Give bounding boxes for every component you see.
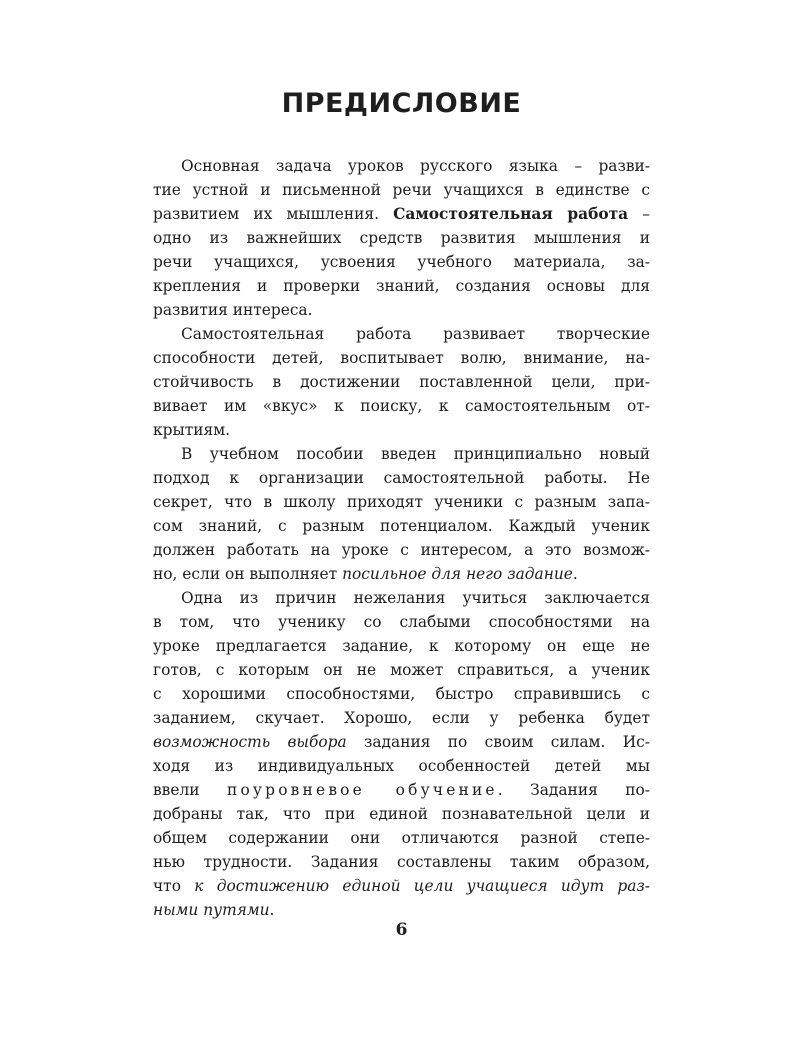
text-line [153,634,650,658]
text-segment: заданием, скучает. Хорошо, если у ребенка будет [153,709,650,727]
text-segment: одно из важнейших средств развития мышления и [153,229,650,247]
text-segment: должен работать на уроке с интересом, а это возмож- [153,541,650,559]
text-line [153,226,650,250]
text-line [153,754,650,778]
text-segment: речи учащихся, усвоения учебного материала, за- [153,253,650,271]
italic-phrase: к достижению единой цели учащиеся идут раз- [194,877,650,895]
text-line [153,850,650,874]
spaced-term: поуровневое обучение [226,781,498,799]
text-line [153,562,650,586]
text-segment: В учебном пособии введен принципиально новый [181,445,650,463]
text-segment: ходя из индивидуальных особенностей детей мы [153,757,650,775]
text-segment: развития интереса. [153,301,313,319]
text-segment: задания по своим силам. Ис- [346,733,650,751]
text-segment: . [572,565,578,583]
text-segment: в том, что ученику со слабыми способностями на [153,613,650,631]
text-line [153,778,650,802]
text-line [153,274,650,298]
text-line [153,586,650,610]
text-segment: добраны так, что при единой познавательной цели и [153,805,650,823]
text-line [153,178,650,202]
text-line [153,514,650,538]
text-segment: – [628,205,650,223]
text-segment: крытиям. [153,421,231,439]
page-title: ПРЕДИСЛОВИЕ [281,88,522,119]
text-line [153,442,650,466]
text-line [153,250,650,274]
italic-phrase: возможность выбора [153,733,347,751]
text-line [153,394,650,418]
text-line [153,682,650,706]
text-segment: что [153,877,195,895]
text-line [153,370,650,394]
text-segment: способности детей, воспитывает волю, внимание, на- [153,349,650,367]
italic-phrase: посильное для него задание [342,565,573,583]
page-number: 6 [395,920,408,940]
bold-term: Самостоятельная работа [393,205,629,223]
text-line [153,322,650,346]
text-line [153,538,650,562]
text-segment: развитием их мышления. [153,205,394,223]
text-segment: общем содержании они отличаются разной степе- [153,829,650,847]
text-line [153,826,650,850]
text-line [153,154,650,178]
text-line [153,202,650,226]
preface-body [153,154,650,922]
text-segment: Основная задача уроков русского языка – разви- [181,157,650,175]
text-segment: уроке предлагается задание, к которому он еще не [153,637,650,655]
text-line [153,610,650,634]
text-segment: но, если он выполняет [153,565,343,583]
text-segment: . Задания по- [497,781,650,799]
text-segment: крепления и проверки знаний, создания основы для [153,277,650,295]
text-segment: подход к организации самостоятельной работы. Не [153,469,650,487]
text-segment: ввели [153,781,227,799]
text-line [153,490,650,514]
text-segment: стойчивость в достижении поставленной цели, при- [153,373,650,391]
text-segment: Одна из причин нежелания учиться заключается [181,589,650,607]
text-segment: сом знаний, с разным потенциалом. Каждый ученик [153,517,650,535]
text-line [153,346,650,370]
text-line [153,874,650,898]
text-line [153,418,650,442]
text-line [153,802,650,826]
text-line [153,658,650,682]
text-line [153,466,650,490]
text-segment: Самостоятельная работа развивает творческие [181,325,650,343]
text-line [153,898,650,922]
text-segment: вивает им «вкус» к поиску, к самостоятельным от- [153,397,650,415]
text-segment: . [269,901,275,919]
text-line [153,706,650,730]
text-segment: тие устной и письменной речи учащихся в единстве с [153,181,650,199]
text-segment: с хорошими способностями, быстро справившись с [153,685,650,703]
italic-phrase: ными путями [153,901,270,919]
text-segment: готов, с которым он не может справиться, а ученик [153,661,650,679]
text-line [153,730,650,754]
text-line [153,298,650,322]
text-segment: нью трудности. Задания составлены таким образом, [153,853,650,871]
text-segment: секрет, что в школу приходят ученики с разным запа- [153,493,650,511]
